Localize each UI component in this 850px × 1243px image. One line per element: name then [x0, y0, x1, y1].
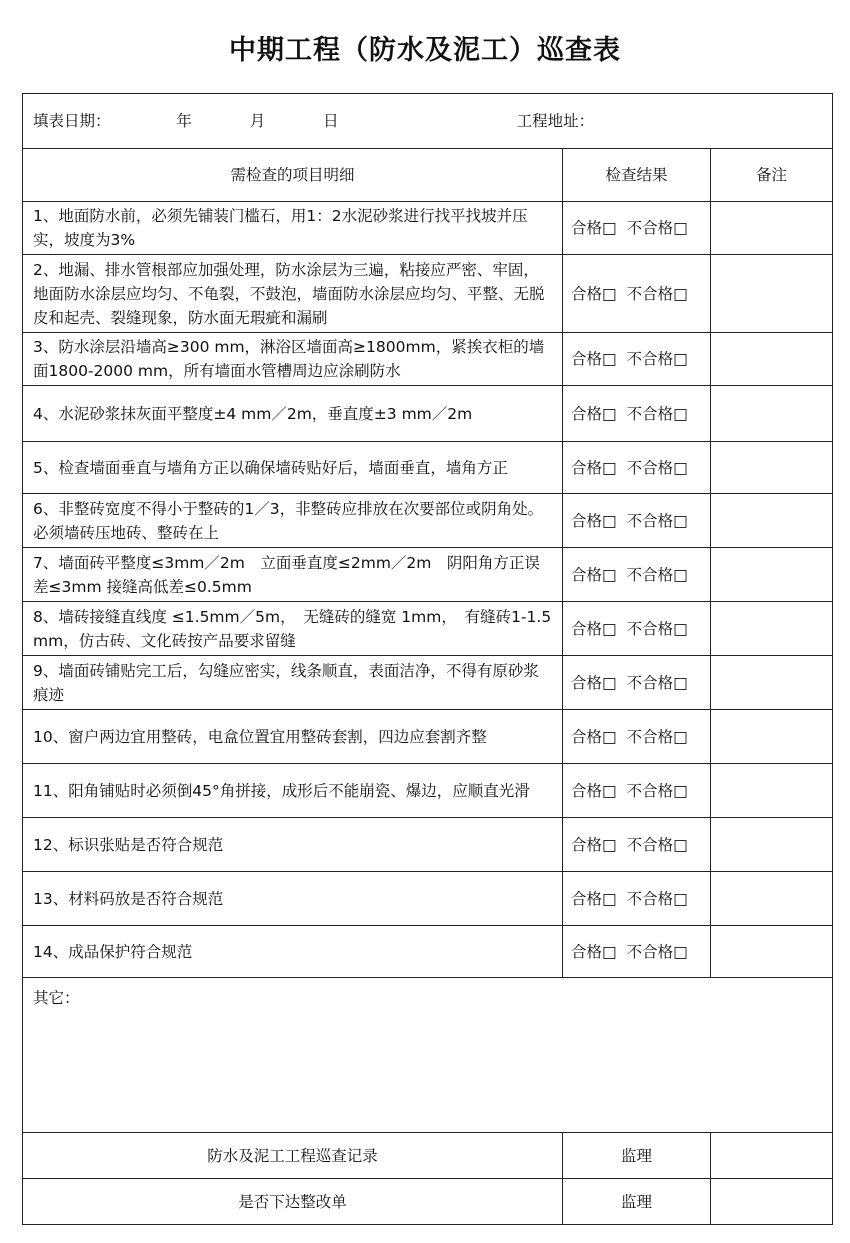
remark-cell[interactable] [711, 548, 833, 602]
item-text: 12、标识张贴是否符合规范 [23, 818, 563, 872]
remark-cell[interactable] [711, 333, 833, 386]
pass-checkbox[interactable]: 合格□ [571, 619, 617, 638]
remark-cell[interactable] [711, 656, 833, 710]
rectify-row [23, 1179, 833, 1225]
header-row [23, 149, 833, 202]
table-row [23, 656, 833, 710]
record-row [23, 1133, 833, 1179]
pass-checkbox[interactable]: 合格□ [571, 781, 617, 800]
result-cell [563, 333, 711, 386]
fail-checkbox[interactable]: 不合格□ [626, 942, 688, 961]
result-cell [563, 818, 711, 872]
month-label: 月 [249, 112, 266, 130]
table-row [23, 442, 833, 494]
day-label: 日 [323, 112, 339, 130]
table-row [23, 818, 833, 872]
table-row [23, 710, 833, 764]
fail-checkbox[interactable]: 不合格□ [626, 889, 688, 908]
table-row [23, 602, 833, 656]
item-text: 10、窗户两边宜用整砖，电盒位置宜用整砖套割，四边应套割齐整 [23, 710, 563, 764]
pass-checkbox[interactable]: 合格□ [571, 404, 617, 423]
remark-cell[interactable] [711, 710, 833, 764]
remark-cell[interactable] [711, 764, 833, 818]
rectify-supervisor-cell[interactable] [711, 1179, 833, 1225]
pass-checkbox[interactable]: 合格□ [571, 219, 617, 237]
item-text: 5、检查墙面垂直与墙角方正以确保墙砖贴好后，墙面垂直，墙角方正 [23, 442, 563, 494]
pass-checkbox[interactable]: 合格□ [571, 458, 617, 477]
result-cell [563, 926, 711, 978]
remark-cell[interactable] [711, 386, 833, 442]
fail-checkbox[interactable]: 不合格□ [626, 565, 688, 584]
result-cell [563, 494, 711, 548]
year-label: 年 [176, 112, 192, 130]
fail-checkbox[interactable]: 不合格□ [626, 835, 688, 854]
table-row [23, 764, 833, 818]
record-supervisor-label: 监理 [563, 1133, 711, 1179]
remark-cell[interactable] [711, 442, 833, 494]
pass-checkbox[interactable]: 合格□ [571, 942, 617, 961]
item-text: 6、非整砖宽度不得小于整砖的1／3，非整砖应排放在次要部位或阴角处。必须墙砖压地砖、整砖在上 [23, 494, 563, 548]
result-cell [563, 255, 711, 333]
address-label: 工程地址： [516, 112, 595, 130]
result-cell [563, 710, 711, 764]
table-row [23, 333, 833, 386]
page-title: 中期工程（防水及泥工）巡查表 [229, 35, 621, 66]
pass-checkbox[interactable]: 合格□ [571, 889, 617, 908]
table-row [23, 202, 833, 255]
table-row [23, 386, 833, 442]
inspection-table [22, 93, 833, 1225]
remark-cell[interactable] [711, 602, 833, 656]
item-text: 4、水泥砂浆抹灰面平整度±4 mm／2m，垂直度±3 mm／2m [23, 386, 563, 442]
rectify-supervisor-label: 监理 [563, 1179, 711, 1225]
result-cell [563, 386, 711, 442]
record-label: 防水及泥工工程巡查记录 [23, 1133, 563, 1179]
fail-checkbox[interactable]: 不合格□ [626, 781, 688, 800]
item-text: 13、材料码放是否符合规范 [23, 872, 563, 926]
result-cell [563, 442, 711, 494]
header-items: 需检查的项目明细 [23, 149, 563, 202]
table-row [23, 548, 833, 602]
remark-cell[interactable] [711, 202, 833, 255]
item-text: 11、阳角铺贴时必须倒45°角拼接，成形后不能崩瓷、爆边，应顺直光滑 [23, 764, 563, 818]
table-row [23, 255, 833, 333]
rectify-label: 是否下达整改单 [23, 1179, 563, 1225]
remark-cell[interactable] [711, 926, 833, 978]
fail-checkbox[interactable]: 不合格□ [626, 219, 688, 237]
date-address-row [23, 94, 833, 149]
item-text: 9、墙面砖铺贴完工后，勾缝应密实，线条顺直，表面洁净，不得有原砂浆痕迹 [23, 656, 563, 710]
item-text: 8、墙砖接缝直线度 ≤1.5mm／5m， 无缝砖的缝宽 1mm， 有缝砖1-1.5 mm，仿古砖、文化砖按产品要求留缝 [23, 602, 563, 656]
result-cell [563, 764, 711, 818]
item-text: 7、墙面砖平整度≤3mm／2m 立面垂直度≤2mm／2m 阴阳角方正误差≤3mm 接缝高低差≤0.5mm [23, 548, 563, 602]
remark-cell[interactable] [711, 872, 833, 926]
other-row [23, 978, 833, 1133]
remark-cell[interactable] [711, 255, 833, 333]
record-supervisor-cell[interactable] [711, 1133, 833, 1179]
item-text: 1、地面防水前，必须先铺装门槛石，用1：2水泥砂浆进行找平找坡并压实，坡度为3% [23, 202, 563, 255]
pass-checkbox[interactable]: 合格□ [571, 835, 617, 854]
fail-checkbox[interactable]: 不合格□ [626, 350, 688, 368]
pass-checkbox[interactable]: 合格□ [571, 673, 617, 692]
header-remark: 备注 [711, 149, 833, 202]
result-cell [563, 548, 711, 602]
pass-checkbox[interactable]: 合格□ [571, 350, 617, 368]
other-cell[interactable] [23, 978, 833, 1133]
fail-checkbox[interactable]: 不合格□ [626, 673, 688, 692]
fail-checkbox[interactable]: 不合格□ [626, 619, 688, 638]
item-text: 2、地漏、排水管根部应加强处理，防水涂层为三遍，粘接应严密、牢固，地面防水涂层应均匀、不龟裂，不鼓泡，墙面防水涂层应均匀、平整、无脱皮和起壳、裂缝现象，防水面无瑕疵和漏刷 [23, 255, 563, 333]
fail-checkbox[interactable]: 不合格□ [626, 404, 688, 423]
date-address-cell[interactable] [23, 94, 833, 149]
item-text: 3、防水涂层沿墙高≥300 mm，淋浴区墙面高≥1800mm，紧挨衣柜的墙面1800-2000 mm，所有墙面水管槽周边应涂刷防水 [23, 333, 563, 386]
fail-checkbox[interactable]: 不合格□ [626, 511, 688, 530]
remark-cell[interactable] [711, 494, 833, 548]
fail-checkbox[interactable]: 不合格□ [626, 458, 688, 477]
other-label: 其它： [33, 989, 80, 1007]
result-cell [563, 602, 711, 656]
item-text: 14、成品保护符合规范 [23, 926, 563, 978]
pass-checkbox[interactable]: 合格□ [571, 565, 617, 584]
pass-checkbox[interactable]: 合格□ [571, 727, 617, 746]
table-row [23, 872, 833, 926]
pass-checkbox[interactable]: 合格□ [571, 511, 617, 530]
fail-checkbox[interactable]: 不合格□ [626, 727, 688, 746]
header-result: 检查结果 [563, 149, 711, 202]
remark-cell[interactable] [711, 818, 833, 872]
table-row [23, 926, 833, 978]
result-cell [563, 656, 711, 710]
fill-date-label: 填表日期： [33, 112, 111, 130]
result-cell [563, 872, 711, 926]
table-row [23, 494, 833, 548]
fail-checkbox[interactable]: 不合格□ [626, 284, 688, 303]
result-cell [563, 202, 711, 255]
pass-checkbox[interactable]: 合格□ [571, 284, 617, 303]
